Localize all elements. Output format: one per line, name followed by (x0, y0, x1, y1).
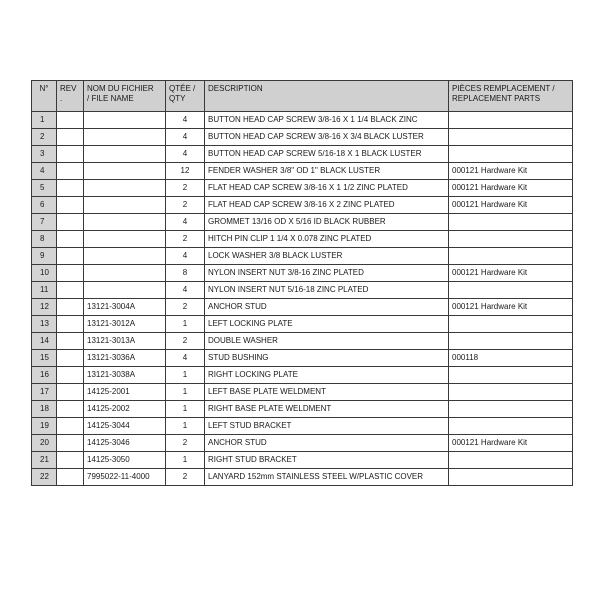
cell-replacement-parts (449, 367, 573, 384)
cell-description: RIGHT BASE PLATE WELDMENT (205, 401, 449, 418)
cell-file-name: 13121-3004A (84, 299, 166, 316)
cell-description: RIGHT STUD BRACKET (205, 452, 449, 469)
cell-description: NYLON INSERT NUT 3/8-16 ZINC PLATED (205, 265, 449, 282)
table-row (32, 248, 573, 265)
cell-file-name (84, 163, 166, 180)
table-row (32, 214, 573, 231)
cell-quantity: 1 (166, 384, 205, 401)
cell-replacement-parts: 000121 Hardware Kit (449, 163, 573, 180)
cell-description: DOUBLE WASHER (205, 333, 449, 350)
header-file-name: NOM DU FICHIER / FILE NAME (84, 81, 166, 112)
cell-replacement-parts: 000121 Hardware Kit (449, 180, 573, 197)
cell-rev (57, 350, 84, 367)
cell-replacement-parts (449, 231, 573, 248)
cell-replacement-parts (449, 333, 573, 350)
cell-file-name (84, 146, 166, 163)
header-number: N° (32, 81, 57, 112)
cell-rev (57, 248, 84, 265)
cell-description: LEFT STUD BRACKET (205, 418, 449, 435)
cell-description: FLAT HEAD CAP SCREW 3/8-16 X 2 ZINC PLATED (205, 197, 449, 214)
cell-quantity: 4 (166, 129, 205, 146)
cell-file-name (84, 129, 166, 146)
cell-rev (57, 452, 84, 469)
cell-replacement-parts (449, 469, 573, 486)
cell-rev (57, 129, 84, 146)
cell-description: BUTTON HEAD CAP SCREW 5/16-18 X 1 BLACK LUSTER (205, 146, 449, 163)
cell-rev (57, 282, 84, 299)
cell-quantity: 4 (166, 214, 205, 231)
header-quantity: QTÉE / QTY (166, 81, 205, 112)
cell-replacement-parts (449, 146, 573, 163)
cell-quantity: 12 (166, 163, 205, 180)
cell-quantity: 1 (166, 452, 205, 469)
cell-quantity: 4 (166, 350, 205, 367)
cell-replacement-parts (449, 129, 573, 146)
cell-quantity: 2 (166, 435, 205, 452)
cell-quantity: 4 (166, 146, 205, 163)
cell-file-name: 13121-3038A (84, 367, 166, 384)
cell-description: FENDER WASHER 3/8" OD 1" BLACK LUSTER (205, 163, 449, 180)
table-row (32, 282, 573, 299)
cell-replacement-parts: 000121 Hardware Kit (449, 197, 573, 214)
cell-quantity: 8 (166, 265, 205, 282)
cell-description: RIGHT LOCKING PLATE (205, 367, 449, 384)
cell-quantity: 4 (166, 282, 205, 299)
cell-quantity: 2 (166, 299, 205, 316)
header-row (32, 81, 573, 112)
cell-number: 18 (32, 401, 57, 418)
cell-description: HITCH PIN CLIP 1 1/4 X 0.078 ZINC PLATED (205, 231, 449, 248)
table-row (32, 469, 573, 486)
cell-rev (57, 316, 84, 333)
table-row (32, 418, 573, 435)
cell-rev (57, 180, 84, 197)
cell-rev (57, 146, 84, 163)
cell-rev (57, 418, 84, 435)
cell-quantity: 1 (166, 316, 205, 333)
cell-number: 12 (32, 299, 57, 316)
cell-number: 13 (32, 316, 57, 333)
cell-rev (57, 197, 84, 214)
cell-number: 11 (32, 282, 57, 299)
table-row (32, 384, 573, 401)
cell-number: 7 (32, 214, 57, 231)
cell-file-name (84, 112, 166, 129)
cell-quantity: 4 (166, 248, 205, 265)
cell-description: STUD BUSHING (205, 350, 449, 367)
cell-quantity: 2 (166, 231, 205, 248)
table-row (32, 367, 573, 384)
cell-replacement-parts: 000121 Hardware Kit (449, 435, 573, 452)
table-row (32, 265, 573, 282)
cell-description: LEFT LOCKING PLATE (205, 316, 449, 333)
header-rev: REV . (57, 81, 84, 112)
table-row (32, 180, 573, 197)
cell-file-name: 14125-3046 (84, 435, 166, 452)
cell-file-name: 14125-3044 (84, 418, 166, 435)
cell-quantity: 1 (166, 367, 205, 384)
cell-replacement-parts: 000121 Hardware Kit (449, 299, 573, 316)
cell-replacement-parts (449, 248, 573, 265)
cell-rev (57, 265, 84, 282)
cell-rev (57, 384, 84, 401)
cell-number: 19 (32, 418, 57, 435)
cell-replacement-parts (449, 418, 573, 435)
cell-file-name: 14125-2002 (84, 401, 166, 418)
cell-number: 10 (32, 265, 57, 282)
cell-number: 15 (32, 350, 57, 367)
cell-replacement-parts (449, 452, 573, 469)
cell-file-name (84, 265, 166, 282)
cell-quantity: 2 (166, 333, 205, 350)
cell-file-name (84, 180, 166, 197)
table-row (32, 129, 573, 146)
cell-number: 4 (32, 163, 57, 180)
cell-description: FLAT HEAD CAP SCREW 3/8-16 X 1 1/2 ZINC PLATED (205, 180, 449, 197)
cell-number: 21 (32, 452, 57, 469)
cell-number: 14 (32, 333, 57, 350)
cell-rev (57, 163, 84, 180)
cell-number: 6 (32, 197, 57, 214)
cell-description: LOCK WASHER 3/8 BLACK LUSTER (205, 248, 449, 265)
cell-replacement-parts (449, 282, 573, 299)
cell-description: NYLON INSERT NUT 5/16-18 ZINC PLATED (205, 282, 449, 299)
parts-list-table (31, 80, 573, 486)
header-replacement-parts: PIÈCES REMPLACEMENT / REPLACEMENT PARTS (449, 81, 573, 112)
cell-file-name: 13121-3036A (84, 350, 166, 367)
cell-number: 16 (32, 367, 57, 384)
cell-replacement-parts (449, 112, 573, 129)
table-row (32, 452, 573, 469)
cell-number: 20 (32, 435, 57, 452)
cell-number: 3 (32, 146, 57, 163)
table-row (32, 146, 573, 163)
table-row (32, 299, 573, 316)
cell-file-name: 14125-2001 (84, 384, 166, 401)
table-row (32, 333, 573, 350)
cell-file-name: 14125-3050 (84, 452, 166, 469)
cell-description: GROMMET 13/16 OD X 5/16 ID BLACK RUBBER (205, 214, 449, 231)
cell-replacement-parts (449, 384, 573, 401)
table-row (32, 316, 573, 333)
cell-number: 8 (32, 231, 57, 248)
cell-rev (57, 367, 84, 384)
cell-rev (57, 299, 84, 316)
cell-replacement-parts (449, 401, 573, 418)
cell-description: ANCHOR STUD (205, 299, 449, 316)
cell-rev (57, 333, 84, 350)
cell-description: ANCHOR STUD (205, 435, 449, 452)
table-row (32, 112, 573, 129)
cell-quantity: 1 (166, 401, 205, 418)
cell-number: 1 (32, 112, 57, 129)
table-row (32, 163, 573, 180)
table-row (32, 435, 573, 452)
cell-quantity: 2 (166, 197, 205, 214)
cell-file-name (84, 231, 166, 248)
cell-number: 9 (32, 248, 57, 265)
cell-rev (57, 469, 84, 486)
cell-number: 2 (32, 129, 57, 146)
cell-replacement-parts (449, 214, 573, 231)
cell-number: 22 (32, 469, 57, 486)
table-row (32, 350, 573, 367)
cell-description: LANYARD 152mm STAINLESS STEEL W/PLASTIC COVER (205, 469, 449, 486)
cell-rev (57, 435, 84, 452)
table-row (32, 231, 573, 248)
table-row (32, 401, 573, 418)
cell-description: BUTTON HEAD CAP SCREW 3/8-16 X 3/4 BLACK LUSTER (205, 129, 449, 146)
cell-file-name (84, 248, 166, 265)
cell-quantity: 2 (166, 180, 205, 197)
cell-quantity: 1 (166, 418, 205, 435)
cell-file-name: 13121-3012A (84, 316, 166, 333)
cell-number: 17 (32, 384, 57, 401)
cell-file-name: 13121-3013A (84, 333, 166, 350)
cell-file-name (84, 197, 166, 214)
cell-replacement-parts (449, 316, 573, 333)
cell-description: BUTTON HEAD CAP SCREW 3/8-16 X 1 1/4 BLACK ZINC (205, 112, 449, 129)
cell-replacement-parts: 000118 (449, 350, 573, 367)
cell-rev (57, 231, 84, 248)
cell-file-name (84, 282, 166, 299)
cell-description: LEFT BASE PLATE WELDMENT (205, 384, 449, 401)
cell-file-name: 7995022-11-4000 (84, 469, 166, 486)
cell-quantity: 4 (166, 112, 205, 129)
table-row (32, 197, 573, 214)
cell-rev (57, 401, 84, 418)
cell-rev (57, 214, 84, 231)
cell-replacement-parts: 000121 Hardware Kit (449, 265, 573, 282)
cell-file-name (84, 214, 166, 231)
cell-quantity: 2 (166, 469, 205, 486)
cell-number: 5 (32, 180, 57, 197)
table-body (32, 112, 573, 486)
header-description: DESCRIPTION (205, 81, 449, 112)
cell-rev (57, 112, 84, 129)
